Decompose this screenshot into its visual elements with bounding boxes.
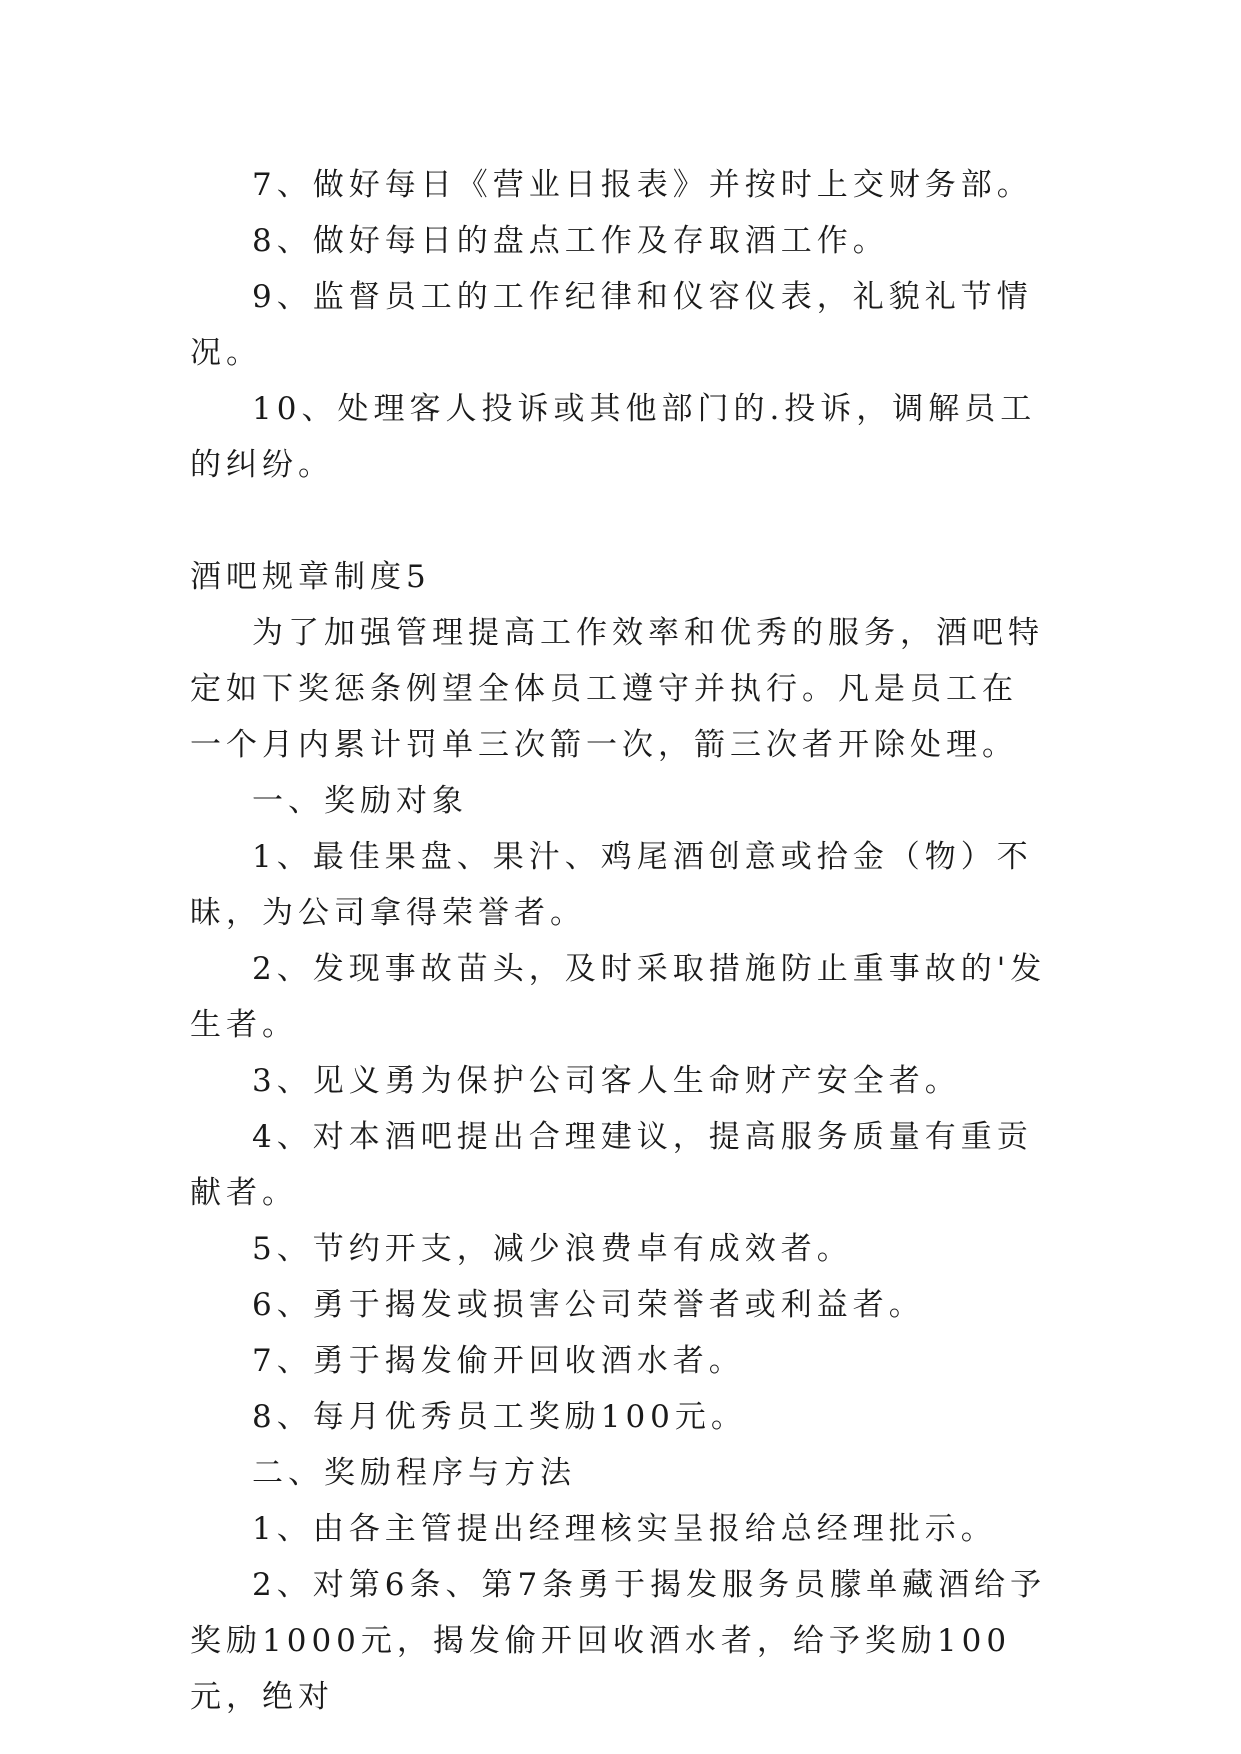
duty-item-10: 10、处理客人投诉或其他部门的.投诉，调解员工的纠纷。 bbox=[190, 391, 1037, 483]
procedure-item-1: 1、由各主管提出经理核实呈报给总经理批示。 bbox=[252, 1511, 997, 1547]
heading-reward-procedure: 二、奖励程序与方法 bbox=[252, 1455, 576, 1491]
duty-item-7: 7、做好每日《营业日报表》并按时上交财务部。 bbox=[252, 167, 1033, 203]
duty-item-8: 8、做好每日的盘点工作及存取酒工作。 bbox=[252, 223, 889, 259]
heading-reward-targets: 一、奖励对象 bbox=[252, 783, 468, 819]
document-body bbox=[190, 157, 1052, 1725]
procedure-item-2: 2、对第6条、第7条勇于揭发服务员朦单藏酒给予奖励1000元，揭发偷开回收酒水者，给予奖励100元，绝对 bbox=[190, 1567, 1047, 1715]
reward-item-4: 4、对本酒吧提出合理建议，提高服务质量有重贡献者。 bbox=[190, 1119, 1033, 1211]
reward-item-1: 1、最佳果盘、果汁、鸡尾酒创意或拾金（物）不昧，为公司拿得荣誉者。 bbox=[190, 839, 1033, 931]
reward-item-6: 6、勇于揭发或损害公司荣誉者或利益者。 bbox=[252, 1287, 925, 1323]
reward-item-7: 7、勇于揭发偷开回收酒水者。 bbox=[252, 1343, 745, 1379]
reward-item-5: 5、节约开支，减少浪费卓有成效者。 bbox=[252, 1231, 853, 1267]
reward-item-8: 8、每月优秀员工奖励100元。 bbox=[252, 1399, 747, 1435]
section-title: 酒吧规章制度5 bbox=[190, 559, 431, 595]
reward-item-3: 3、见义勇为保护公司客人生命财产安全者。 bbox=[252, 1063, 961, 1099]
reward-item-2: 2、发现事故苗头，及时采取措施防止重事故的'发生者。 bbox=[190, 951, 1047, 1043]
duty-item-9: 9、监督员工的工作纪律和仪容仪表，礼貌礼节情况。 bbox=[190, 279, 1033, 371]
intro-paragraph: 为了加强管理提高工作效率和优秀的服务，酒吧特定如下奖惩条例望全体员工遵守并执行。凡是员工在一个月内累计罚单三次箭一次，箭三次者开除处理。 bbox=[190, 615, 1044, 763]
